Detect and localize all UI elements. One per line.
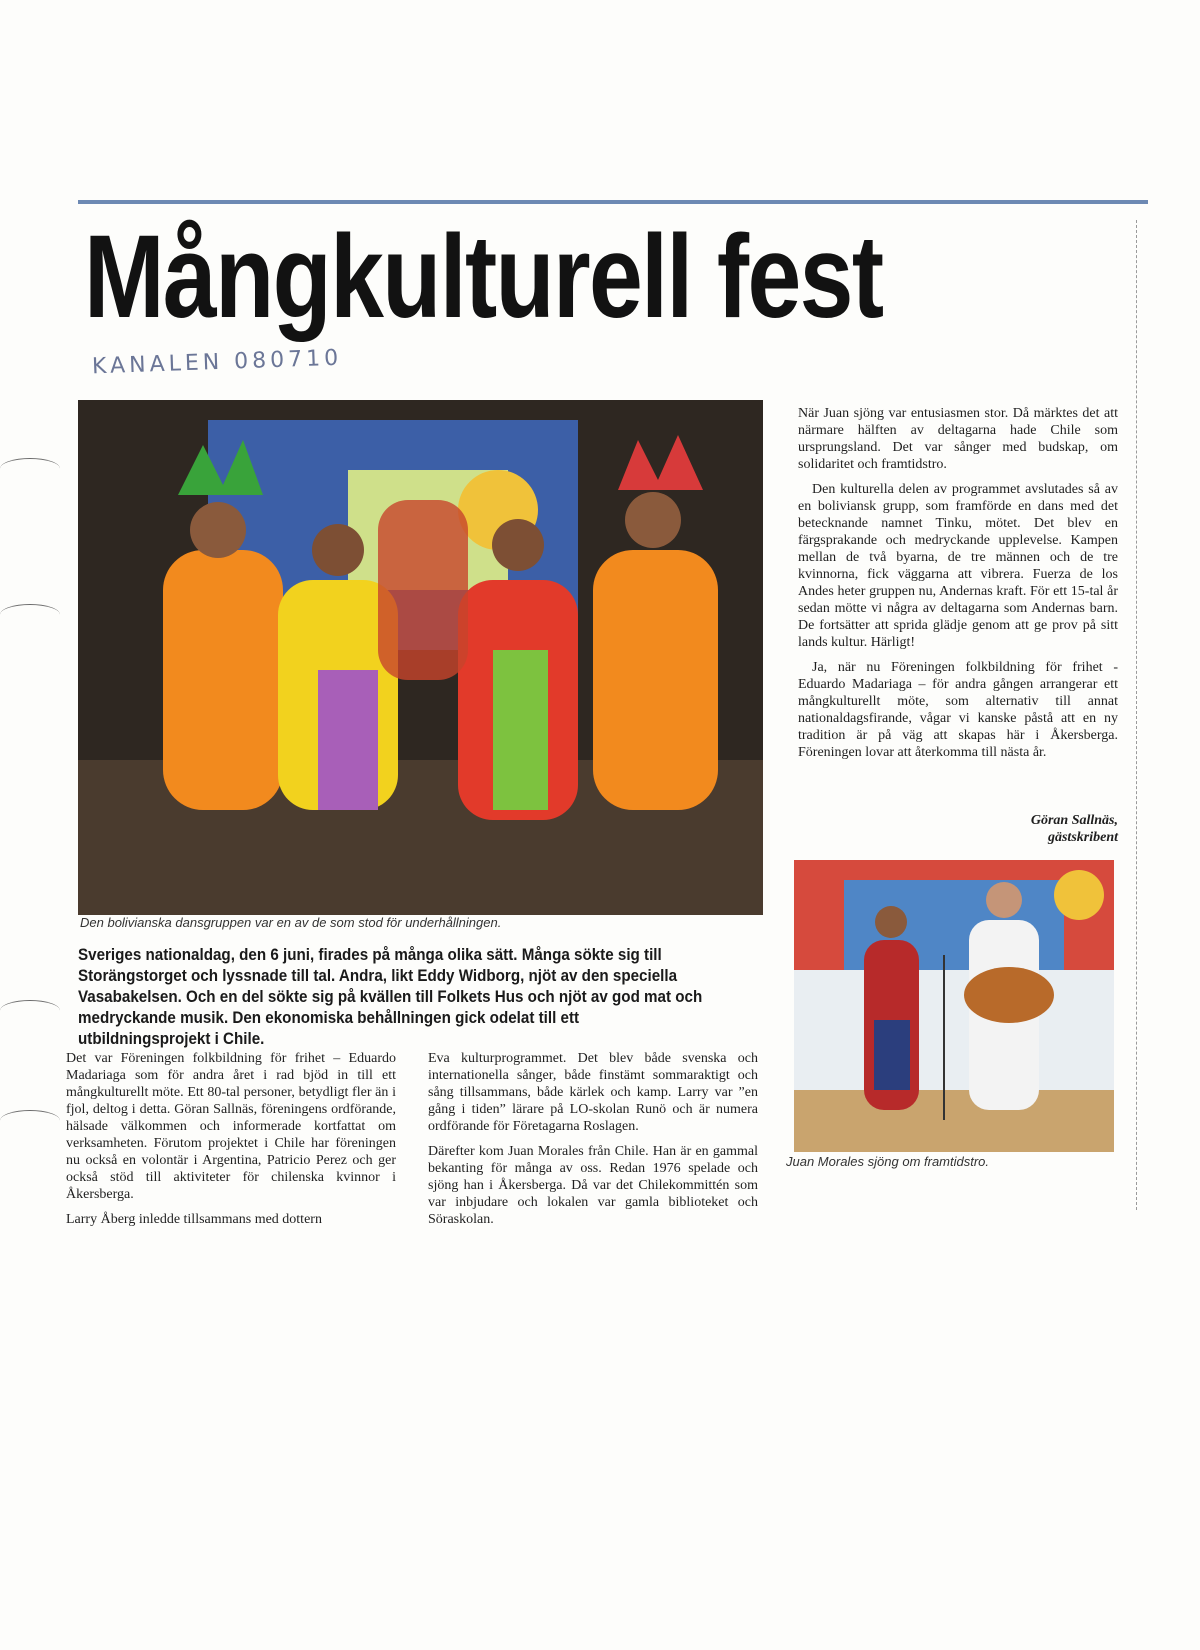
hole-punch-mark: [0, 1110, 60, 1131]
byline: [798, 812, 1118, 846]
newspaper-clipping: [66, 200, 1138, 1227]
paragraph: Eva kulturprogrammet. Det blev både svenska och internationella sånger, både finstämt sommaraktigt och sång tillsammans, både kärlek och kamp. Larry var ”en gång i tiden” lärare på LO-skolan Runö och är numera ordförande för Företagarna Roslagen.: [428, 1051, 758, 1134]
dance-group-photo-illustration: [78, 400, 763, 915]
hole-punch-mark: [0, 1000, 60, 1021]
secondary-photo-caption: Juan Morales sjöng om framtidstro.: [786, 1154, 990, 1169]
main-photo-caption: Den bolivianska dansgruppen var en av de som stod för underhållningen.: [80, 915, 502, 930]
paragraph: Det var Föreningen folkbildning för frihet – Eduardo Madariaga som för andra året i rad bjöd in till ett mångkulturellt möte. Ett 80-tal personer, betydligt fler än i fjol, deltog i detta. Göran Sallnäs, föreningens ordförande, hälsade välkommen och informerade kortfattat om verksamheten. Förutom projektet i Chile har föreningen nu också en volontär i Argentina, Patricio Perez och ger också stöd till aktiviteter för chilenska kvinnor i Åkersberga.: [66, 1051, 396, 1202]
byline-role: gästskribent: [1047, 830, 1118, 845]
paragraph: Därefter kom Juan Morales från Chile. Han är en gammal bekanting för många av oss. Redan 1976 spelade och sjöng han i Åkersberga. Då var det Chilekommittén som var inbjudare och lokalen var gamla biblioteket och Söraskolan.: [428, 1144, 758, 1227]
clipping-edge: [1136, 220, 1138, 1210]
paragraph: Larry Åberg inledde tillsammans med dottern: [66, 1212, 322, 1227]
main-photo: [78, 400, 763, 915]
lead-paragraph: [78, 945, 713, 1050]
paragraph: Den kulturella delen av programmet avslutades så av en boliviansk grupp, som framförde en dans med det betecknande namnet Tinku, mötet. Det blev en färgsprakande och medryckande upplevelse. Kampen mellan de två byarna, de tre männen och de tre kvinnorna, fick väggarna att vibrera. Fuerza de los Andes heter gruppen nu, Andernas kraft. För ett 15-tal år sedan mötte vi några av deltagarna som Andernas barn. De fortsätter att sprida glädje genom att ge prov på sitt lands kultur. Härligt!: [798, 482, 1118, 650]
hole-punch-mark: [0, 604, 60, 625]
lead-text: Sveriges nationaldag, den 6 juni, firades på många olika sätt. Många sökte sig till Storängstorget och lyssnade till tal. Andra, likt Eddy Widborg, njöt av den speciella Vasabakelsen. Och en del sökte sig på kvällen till Folkets Hus och njöt av god mat och medryckande musik. Den ekonomiska behållningen gick odelat till ett utbildningsprojekt i Chile.: [78, 946, 703, 1048]
paragraph: När Juan sjöng var entusiasmen stor. Då märktes det att närmare hälften av deltagarna hade Chile som ursprungsland. Det var sånger med budskap, om solidaritet och framtidstro.: [798, 406, 1118, 472]
top-rule: [78, 200, 1148, 204]
body-column-1: [66, 1050, 396, 1236]
hole-punch-mark: [0, 458, 60, 479]
body-column-2: [428, 1050, 758, 1236]
body-column-right: [798, 405, 1118, 769]
handwritten-note: KANALEN 080710: [91, 345, 343, 380]
musicians-photo-illustration: [794, 860, 1114, 1152]
headline: Mångkulturell fest: [84, 211, 883, 343]
paragraph: Ja, när nu Föreningen folkbildning för frihet - Eduardo Madariaga – för andra gången arrangerar ett mångkulturellt möte, som alternativ till annat nationaldagsfirande, vågar vi kanske påstå att en ny tradition är på väg att skapas här i Åkersberga. Föreningen lovar att återkomma till nästa år.: [798, 660, 1118, 760]
byline-name: Göran Sallnäs,: [1030, 813, 1118, 828]
secondary-photo: [794, 860, 1114, 1152]
